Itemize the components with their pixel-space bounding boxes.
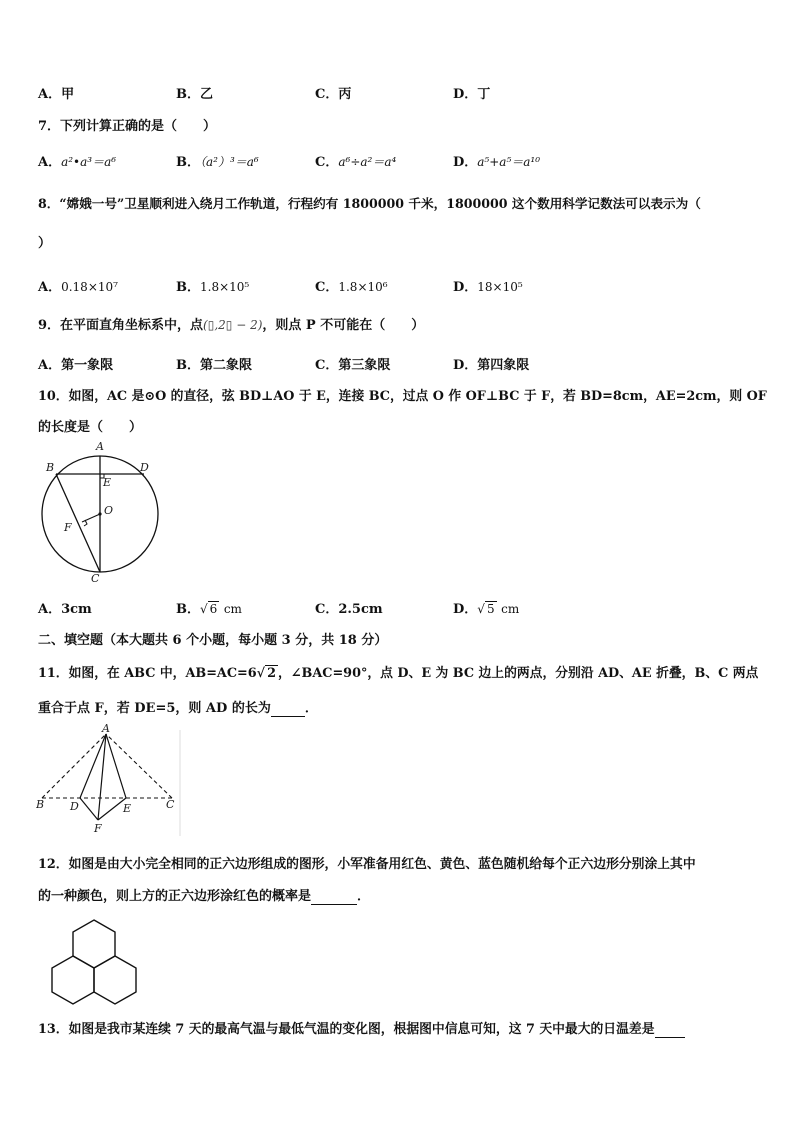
q9-point-expression: (▯,2▯ − 2): [203, 318, 263, 332]
hexagon-bottom-right: [94, 956, 136, 1004]
q7-option-b: B．（a²）³＝a⁶: [176, 155, 259, 170]
segment-df: [80, 798, 98, 820]
q7-stem: 7．下列计算正确的是（ ）: [38, 119, 217, 134]
q8-stem-line2: ）: [38, 236, 52, 251]
q13-answer-blank[interactable]: [655, 1022, 685, 1038]
q10-option-b: B．√ 6 cm: [176, 602, 242, 617]
q11-stem-line1: 11．如图，在 ABC 中，AB=AC=6√ 2 ，∠BAC=90°，点 D、E 为 BC 边上的两点，分别沿 AD、AE 折叠，B、C 两点: [38, 666, 759, 681]
center-point-o: [98, 512, 101, 515]
label-e: E: [123, 802, 132, 815]
q9-option-c: C．第三象限: [315, 358, 391, 373]
segment-ef: [98, 798, 126, 820]
q8-option-b: B．1.8×10⁵: [176, 280, 250, 295]
q8-stem-line1: 8．“嫦娥一号”卫星顺利进入绕月工作轨道，行程约有 1800000 千米，1800000 这个数用科学记数法可以表示为（: [38, 196, 701, 211]
q10-stem-line1: 10．如图，AC 是⊙O 的直径，弦 BD⊥AO 于 E，连接 BC，过点 O 作 OF⊥BC 于 F，若 BD=8cm，AE=2cm，则 OF: [38, 389, 767, 404]
q11-stem-line2: 重合于点 F，若 DE=5，则 AD 的长为 ．: [38, 701, 318, 716]
q9-option-d: D．第四象限: [453, 358, 530, 373]
q10-option-a: A．3cm: [38, 602, 92, 617]
section-heading-fill-in: 二、填空题（本大题共 6 个小题，每小题 3 分，共 18 分）: [38, 633, 388, 648]
q6-option-b: B．乙: [176, 87, 213, 102]
q6-option-c: C．丙: [315, 87, 352, 102]
label-d: D: [70, 800, 79, 813]
q10-option-c: C．2.5cm: [315, 602, 383, 617]
segment-bc: [56, 474, 100, 572]
q11-triangle-figure: [36, 724, 182, 838]
q11-answer-blank[interactable]: [271, 701, 305, 717]
q8-option-c: C．1.8×10⁶: [315, 280, 388, 295]
label-c: C: [91, 572, 100, 585]
q9-option-b: B．第二象限: [176, 358, 252, 373]
hexagon-bottom-left: [52, 956, 94, 1004]
segment-af: [98, 734, 106, 820]
q10-circle-figure: [36, 440, 166, 585]
q10-stem-line2: 的长度是（ ）: [38, 420, 143, 435]
q7-option-d: D．a⁵+a⁵＝a¹⁰: [453, 155, 541, 170]
q7-option-a: A．a²•a³＝a⁶: [38, 155, 117, 170]
q12-stem-line2: 的一种颜色，则上方的正六边形涂红色的概率是 ．: [38, 889, 371, 904]
segment-ad: [80, 734, 106, 798]
label-a: A: [96, 440, 104, 453]
q8-option-a: A．0.18×10⁷: [38, 280, 118, 295]
q7-option-c: C．a⁶÷a²＝a⁴: [315, 155, 397, 170]
q12-answer-blank[interactable]: [311, 889, 357, 905]
q9-stem: 9．在平面直角坐标系中，点(▯,2▯ − 2)，则点 P 不可能在（ ）: [38, 318, 425, 333]
hexagon-top: [73, 920, 115, 968]
q9-option-a: A．第一象限: [38, 358, 114, 373]
label-f: F: [64, 521, 72, 534]
q8-option-d: D．18×10⁵: [453, 280, 523, 295]
label-c: C: [166, 798, 175, 811]
q6-option-a: A．甲: [38, 87, 75, 102]
segment-of: [82, 514, 100, 522]
label-o: O: [104, 504, 114, 517]
q13-stem: 13．如图是我市某连续 7 天的最高气温与最低气温的变化图，根据图中信息可知，这 7 天中最大的日温差是: [38, 1018, 685, 1038]
label-e: E: [103, 476, 112, 489]
q12-hexagon-figure: [44, 916, 144, 1010]
side-ab: [42, 734, 106, 798]
label-b: B: [36, 798, 45, 811]
label-a: A: [102, 724, 110, 735]
label-d: D: [140, 461, 149, 474]
label-b: B: [46, 461, 55, 474]
label-f: F: [94, 822, 102, 835]
q12-stem-line1: 12．如图是由大小完全相同的正六边形组成的图形，小军准备用红色、黄色、蓝色随机给每个正六边形分别涂上其中: [38, 857, 696, 872]
q10-option-d: D．√ 5 cm: [453, 602, 520, 617]
q6-option-d: D．丁: [453, 87, 491, 102]
